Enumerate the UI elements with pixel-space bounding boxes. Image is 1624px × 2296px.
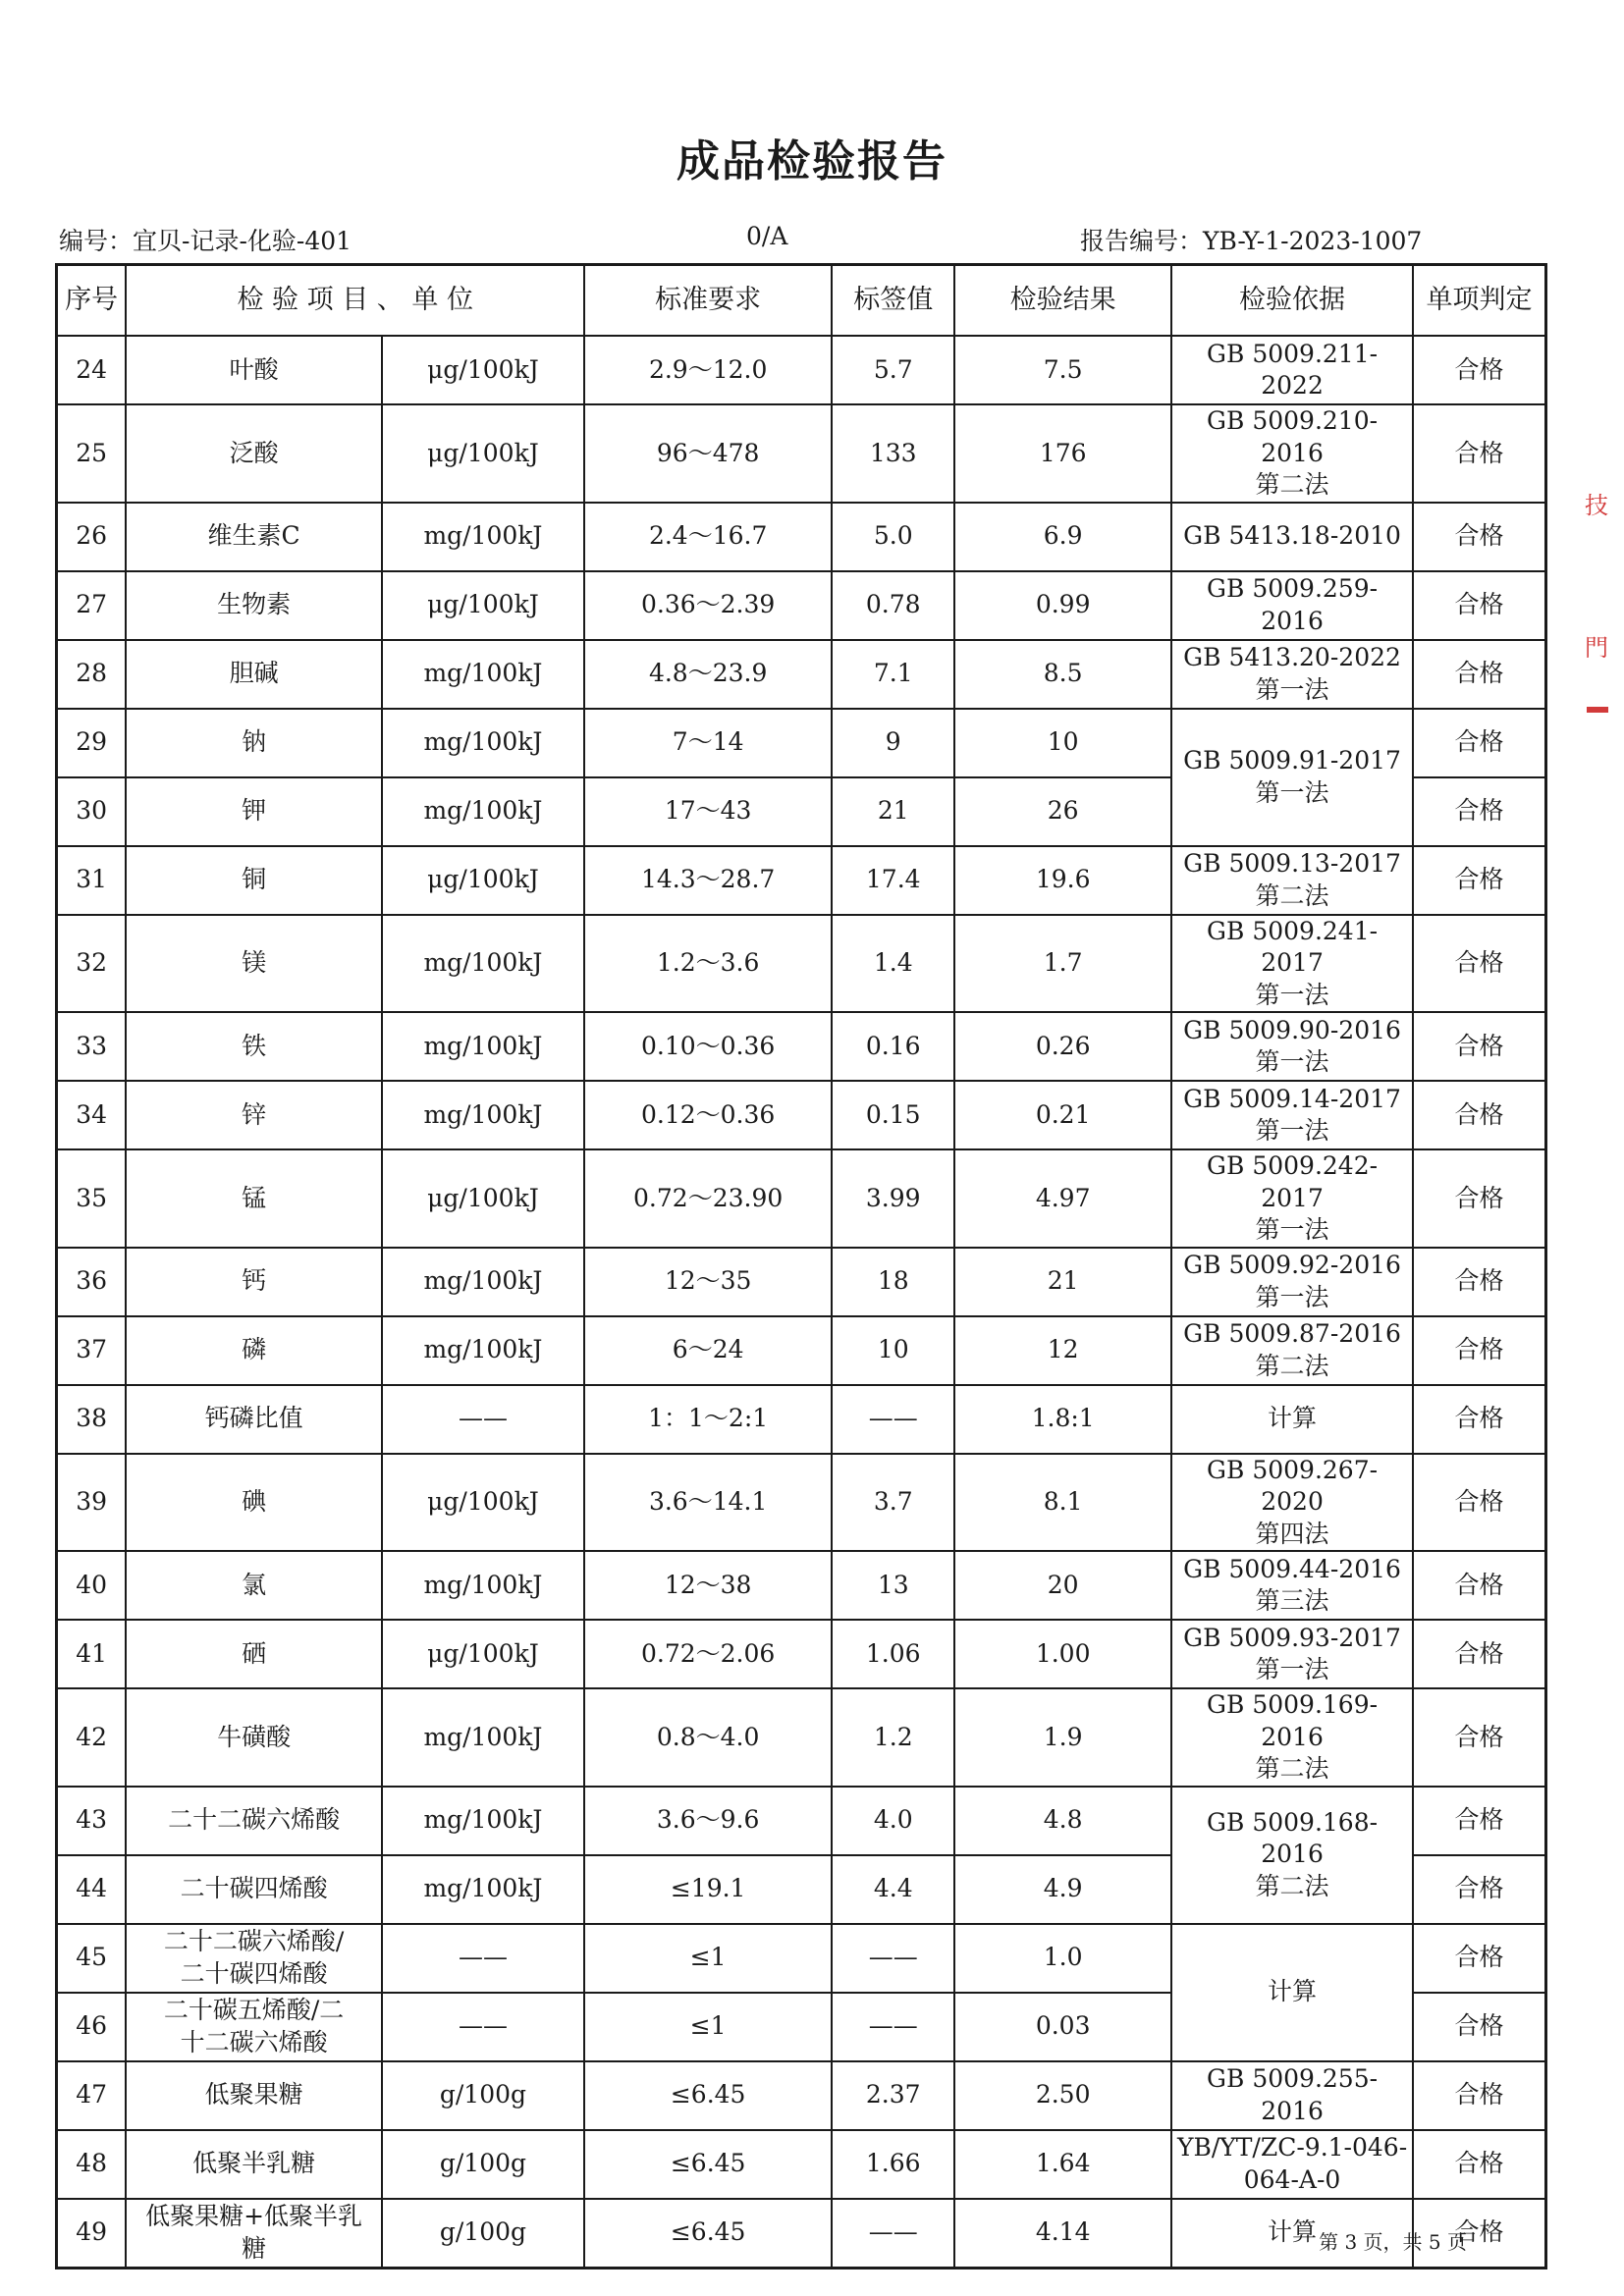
table-row — [57, 846, 1546, 915]
cell-no: 46 — [57, 1993, 127, 2061]
cell-no: 31 — [57, 846, 127, 915]
cell-standard: 6～24 — [584, 1316, 832, 1385]
cell-standard: 12～35 — [584, 1248, 832, 1316]
cell-judgement: 合格 — [1413, 336, 1546, 404]
cell-result: 176 — [954, 404, 1171, 503]
cell-standard: 17～43 — [584, 777, 832, 846]
cell-standard: 3.6～14.1 — [584, 1454, 832, 1552]
cell-judgement: 合格 — [1413, 571, 1546, 640]
cell-judgement: 合格 — [1413, 2199, 1546, 2269]
cell-basis: GB 5009.90-2016 第一法 — [1171, 1012, 1413, 1081]
cell-unit: μg/100kJ — [382, 846, 584, 915]
cell-no: 42 — [57, 1688, 127, 1787]
cell-unit: mg/100kJ — [382, 1012, 584, 1081]
cell-judgement: 合格 — [1413, 709, 1546, 777]
cell-result: 6.9 — [954, 503, 1171, 571]
cell-unit: mg/100kJ — [382, 640, 584, 709]
cell-item: 磷 — [126, 1316, 381, 1385]
cell-item: 生物素 — [126, 571, 381, 640]
cell-basis: GB 5009.44-2016 第三法 — [1171, 1551, 1413, 1620]
cell-result: 12 — [954, 1316, 1171, 1385]
cell-unit: mg/100kJ — [382, 1081, 584, 1149]
cell-item: 低聚果糖 — [126, 2061, 381, 2130]
cell-basis: YB/YT/ZC-9.1-046- 064-A-0 — [1171, 2130, 1413, 2199]
cell-no: 30 — [57, 777, 127, 846]
cell-item: 维生素C — [126, 503, 381, 571]
cell-result: 21 — [954, 1248, 1171, 1316]
cell-standard: 0.8～4.0 — [584, 1688, 832, 1787]
cell-basis: 计算 — [1171, 1385, 1413, 1454]
cell-result: 8.1 — [954, 1454, 1171, 1552]
cell-unit: —— — [382, 1385, 584, 1454]
cell-judgement: 合格 — [1413, 404, 1546, 503]
cell-basis: GB 5009.168-2016 第二法 — [1171, 1787, 1413, 1924]
cell-label: 9 — [832, 709, 954, 777]
cell-judgement: 合格 — [1413, 915, 1546, 1013]
cell-standard: ≤19.1 — [584, 1855, 832, 1924]
cell-label: 13 — [832, 1551, 954, 1620]
header-item-unit: 检 验 项 目 、 单 位 — [126, 265, 584, 337]
cell-standard: 14.3～28.7 — [584, 846, 832, 915]
cell-item: 二十碳五烯酸/二 十二碳六烯酸 — [126, 1993, 381, 2061]
cell-standard: 0.72～2.06 — [584, 1620, 832, 1688]
inspection-table — [55, 263, 1547, 2269]
stamp-mark — [1587, 707, 1608, 713]
table-row — [57, 1551, 1546, 1620]
cell-standard: ≤6.45 — [584, 2130, 832, 2199]
cell-item: 锰 — [126, 1149, 381, 1248]
cell-unit: —— — [382, 1993, 584, 2061]
cell-label: 0.15 — [832, 1081, 954, 1149]
cell-standard: 0.10～0.36 — [584, 1012, 832, 1081]
cell-unit: mg/100kJ — [382, 1855, 584, 1924]
table-row — [57, 571, 1546, 640]
cell-label: —— — [832, 1993, 954, 2061]
cell-no: 36 — [57, 1248, 127, 1316]
cell-item: 二十碳四烯酸 — [126, 1855, 381, 1924]
cell-item: 氯 — [126, 1551, 381, 1620]
cell-no: 39 — [57, 1454, 127, 1552]
cell-result: 19.6 — [954, 846, 1171, 915]
cell-no: 27 — [57, 571, 127, 640]
stamp-char: 門 — [1585, 634, 1608, 662]
cell-standard: 0.36～2.39 — [584, 571, 832, 640]
table-row — [57, 1620, 1546, 1688]
cell-basis: GB 5009.14-2017 第一法 — [1171, 1081, 1413, 1149]
cell-no: 43 — [57, 1787, 127, 1855]
table-row — [57, 640, 1546, 709]
cell-standard: 0.72～23.90 — [584, 1149, 832, 1248]
cell-label: 7.1 — [832, 640, 954, 709]
cell-no: 33 — [57, 1012, 127, 1081]
cell-item: 胆碱 — [126, 640, 381, 709]
cell-judgement: 合格 — [1413, 1012, 1546, 1081]
cell-unit: μg/100kJ — [382, 1149, 584, 1248]
table-row — [57, 1924, 1546, 1993]
cell-item: 镁 — [126, 915, 381, 1013]
cell-unit: μg/100kJ — [382, 1620, 584, 1688]
table-row — [57, 1248, 1546, 1316]
cell-label: 1.66 — [832, 2130, 954, 2199]
cell-judgement: 合格 — [1413, 1787, 1546, 1855]
cell-judgement: 合格 — [1413, 1551, 1546, 1620]
table-row — [57, 336, 1546, 404]
cell-result: 20 — [954, 1551, 1171, 1620]
cell-no: 25 — [57, 404, 127, 503]
table-row — [57, 915, 1546, 1013]
cell-judgement: 合格 — [1413, 846, 1546, 915]
cell-judgement: 合格 — [1413, 2061, 1546, 2130]
table-row — [57, 404, 1546, 503]
cell-judgement: 合格 — [1413, 640, 1546, 709]
cell-no: 47 — [57, 2061, 127, 2130]
cell-result: 0.99 — [954, 571, 1171, 640]
cell-basis: 计算 — [1171, 2199, 1413, 2269]
table-header-row — [57, 265, 1546, 337]
cell-standard: 96～478 — [584, 404, 832, 503]
cell-result: 1.0 — [954, 1924, 1171, 1993]
cell-item: 二十二碳六烯酸 — [126, 1787, 381, 1855]
cell-result: 4.8 — [954, 1787, 1171, 1855]
cell-no: 34 — [57, 1081, 127, 1149]
cell-unit: mg/100kJ — [382, 915, 584, 1013]
cell-label: 10 — [832, 1316, 954, 1385]
cell-item: 锌 — [126, 1081, 381, 1149]
cell-judgement: 合格 — [1413, 1855, 1546, 1924]
cell-label: 18 — [832, 1248, 954, 1316]
cell-standard: 3.6～9.6 — [584, 1787, 832, 1855]
cell-basis: GB 5009.93-2017 第一法 — [1171, 1620, 1413, 1688]
header-standard: 标准要求 — [584, 265, 832, 337]
cell-judgement: 合格 — [1413, 1688, 1546, 1787]
cell-label: 1.06 — [832, 1620, 954, 1688]
cell-judgement: 合格 — [1413, 1316, 1546, 1385]
header-label: 标签值 — [832, 265, 954, 337]
report-title: 成品检验报告 — [677, 136, 947, 187]
cell-unit: g/100g — [382, 2130, 584, 2199]
table-row — [57, 2061, 1546, 2130]
report-number: 报告编号：YB-Y-1-2023-1007 — [1080, 227, 1423, 255]
cell-basis: GB 5009.92-2016 第一法 — [1171, 1248, 1413, 1316]
cell-basis: GB 5009.169-2016 第二法 — [1171, 1688, 1413, 1787]
cell-basis: GB 5009.241-2017 第一法 — [1171, 915, 1413, 1013]
cell-label: 5.0 — [832, 503, 954, 571]
cell-result: 0.21 — [954, 1081, 1171, 1149]
cell-judgement: 合格 — [1413, 1454, 1546, 1552]
cell-judgement: 合格 — [1413, 777, 1546, 846]
cell-item: 碘 — [126, 1454, 381, 1552]
document-version: 0/A — [746, 222, 788, 250]
cell-item: 铁 — [126, 1012, 381, 1081]
cell-basis: GB 5009.255-2016 — [1171, 2061, 1413, 2130]
cell-result: 8.5 — [954, 640, 1171, 709]
cell-item: 叶酸 — [126, 336, 381, 404]
cell-no: 24 — [57, 336, 127, 404]
cell-unit: g/100g — [382, 2061, 584, 2130]
cell-unit: μg/100kJ — [382, 571, 584, 640]
cell-no: 35 — [57, 1149, 127, 1248]
table-row — [57, 1149, 1546, 1248]
cell-unit: mg/100kJ — [382, 1787, 584, 1855]
cell-item: 泛酸 — [126, 404, 381, 503]
cell-item: 低聚半乳糖 — [126, 2130, 381, 2199]
cell-label: 0.16 — [832, 1012, 954, 1081]
header-result: 检验结果 — [954, 265, 1171, 337]
cell-judgement: 合格 — [1413, 1081, 1546, 1149]
cell-result: 1.8:1 — [954, 1385, 1171, 1454]
cell-no: 41 — [57, 1620, 127, 1688]
cell-judgement: 合格 — [1413, 1248, 1546, 1316]
cell-item: 硒 — [126, 1620, 381, 1688]
cell-judgement: 合格 — [1413, 1924, 1546, 1993]
cell-unit: μg/100kJ — [382, 336, 584, 404]
cell-standard: ≤6.45 — [584, 2061, 832, 2130]
cell-item: 钙 — [126, 1248, 381, 1316]
cell-result: 0.03 — [954, 1993, 1171, 2061]
cell-no: 26 — [57, 503, 127, 571]
cell-label: 0.78 — [832, 571, 954, 640]
cell-no: 38 — [57, 1385, 127, 1454]
cell-no: 48 — [57, 2130, 127, 2199]
cell-basis: GB 5009.259-2016 — [1171, 571, 1413, 640]
cell-basis: 计算 — [1171, 1924, 1413, 2061]
cell-standard: ≤1 — [584, 1993, 832, 2061]
table-row — [57, 1081, 1546, 1149]
cell-no: 44 — [57, 1855, 127, 1924]
cell-result: 1.9 — [954, 1688, 1171, 1787]
cell-basis: GB 5009.210-2016 第二法 — [1171, 404, 1413, 503]
cell-judgement: 合格 — [1413, 1149, 1546, 1248]
table-row — [57, 503, 1546, 571]
cell-judgement: 合格 — [1413, 1385, 1546, 1454]
cell-label: 21 — [832, 777, 954, 846]
cell-basis: GB 5009.91-2017 第一法 — [1171, 709, 1413, 846]
cell-unit: μg/100kJ — [382, 404, 584, 503]
cell-result: 7.5 — [954, 336, 1171, 404]
table-row — [57, 1012, 1546, 1081]
header-basis: 检验依据 — [1171, 265, 1413, 337]
cell-label: 133 — [832, 404, 954, 503]
cell-unit: mg/100kJ — [382, 1316, 584, 1385]
cell-basis: GB 5009.267-2020 第四法 — [1171, 1454, 1413, 1552]
red-stamp-fragment — [1585, 486, 1608, 721]
cell-basis: GB 5009.87-2016 第二法 — [1171, 1316, 1413, 1385]
cell-item: 铜 — [126, 846, 381, 915]
cell-item: 钙磷比值 — [126, 1385, 381, 1454]
cell-basis: GB 5009.242-2017 第一法 — [1171, 1149, 1413, 1248]
table-row — [57, 1454, 1546, 1552]
cell-basis: GB 5413.18-2010 — [1171, 503, 1413, 571]
table-body — [57, 336, 1546, 2268]
cell-no: 28 — [57, 640, 127, 709]
cell-unit: g/100g — [382, 2199, 584, 2269]
cell-item: 牛磺酸 — [126, 1688, 381, 1787]
document-code: 编号：宜贝-记录-化验-401 — [59, 227, 352, 255]
cell-label: —— — [832, 2199, 954, 2269]
cell-standard: 1.2～3.6 — [584, 915, 832, 1013]
cell-label: 4.0 — [832, 1787, 954, 1855]
cell-unit: mg/100kJ — [382, 1688, 584, 1787]
cell-judgement: 合格 — [1413, 1620, 1546, 1688]
table-row — [57, 1787, 1546, 1855]
cell-unit: mg/100kJ — [382, 777, 584, 846]
cell-unit: mg/100kJ — [382, 709, 584, 777]
cell-judgement: 合格 — [1413, 1993, 1546, 2061]
cell-no: 45 — [57, 1924, 127, 1993]
cell-standard: 1：1～2:1 — [584, 1385, 832, 1454]
table-row — [57, 709, 1546, 777]
cell-label: 5.7 — [832, 336, 954, 404]
cell-result: 1.00 — [954, 1620, 1171, 1688]
cell-item: 低聚果糖+低聚半乳 糖 — [126, 2199, 381, 2269]
cell-judgement: 合格 — [1413, 2130, 1546, 2199]
cell-label: 17.4 — [832, 846, 954, 915]
cell-label: 1.2 — [832, 1688, 954, 1787]
cell-label: 4.4 — [832, 1855, 954, 1924]
cell-item: 钠 — [126, 709, 381, 777]
cell-standard: 12～38 — [584, 1551, 832, 1620]
stamp-char: 技 — [1585, 492, 1608, 519]
cell-no: 29 — [57, 709, 127, 777]
cell-result: 4.14 — [954, 2199, 1171, 2269]
cell-standard: 7～14 — [584, 709, 832, 777]
cell-label: 3.99 — [832, 1149, 954, 1248]
header-no: 序号 — [57, 265, 127, 337]
table-row — [57, 1316, 1546, 1385]
cell-result: 26 — [954, 777, 1171, 846]
cell-standard: 4.8～23.9 — [584, 640, 832, 709]
cell-no: 49 — [57, 2199, 127, 2269]
cell-basis: GB 5009.211-2022 — [1171, 336, 1413, 404]
cell-standard: 2.9～12.0 — [584, 336, 832, 404]
cell-result: 2.50 — [954, 2061, 1171, 2130]
cell-judgement: 合格 — [1413, 503, 1546, 571]
page-footer: 第 3 页，共 5 页 — [1319, 2230, 1467, 2254]
cell-result: 0.26 — [954, 1012, 1171, 1081]
header-judgement: 单项判定 — [1413, 265, 1546, 337]
cell-item: 钾 — [126, 777, 381, 846]
cell-label: —— — [832, 1385, 954, 1454]
cell-no: 40 — [57, 1551, 127, 1620]
cell-basis: GB 5009.13-2017 第二法 — [1171, 846, 1413, 915]
cell-unit: mg/100kJ — [382, 503, 584, 571]
cell-unit: —— — [382, 1924, 584, 1993]
cell-no: 32 — [57, 915, 127, 1013]
cell-no: 37 — [57, 1316, 127, 1385]
cell-standard: ≤6.45 — [584, 2199, 832, 2269]
cell-unit: μg/100kJ — [382, 1454, 584, 1552]
cell-result: 4.9 — [954, 1855, 1171, 1924]
cell-unit: mg/100kJ — [382, 1551, 584, 1620]
cell-item: 二十二碳六烯酸/ 二十碳四烯酸 — [126, 1924, 381, 1993]
cell-result: 4.97 — [954, 1149, 1171, 1248]
cell-basis: GB 5413.20-2022 第一法 — [1171, 640, 1413, 709]
cell-label: 1.4 — [832, 915, 954, 1013]
table-row — [57, 2130, 1546, 2199]
cell-label: 2.37 — [832, 2061, 954, 2130]
cell-result: 10 — [954, 709, 1171, 777]
cell-result: 1.64 — [954, 2130, 1171, 2199]
cell-label: —— — [832, 1924, 954, 1993]
table-row — [57, 1385, 1546, 1454]
cell-standard: ≤1 — [584, 1924, 832, 1993]
table-row — [57, 1688, 1546, 1787]
cell-result: 1.7 — [954, 915, 1171, 1013]
cell-label: 3.7 — [832, 1454, 954, 1552]
cell-standard: 2.4～16.7 — [584, 503, 832, 571]
cell-standard: 0.12～0.36 — [584, 1081, 832, 1149]
cell-unit: mg/100kJ — [382, 1248, 584, 1316]
